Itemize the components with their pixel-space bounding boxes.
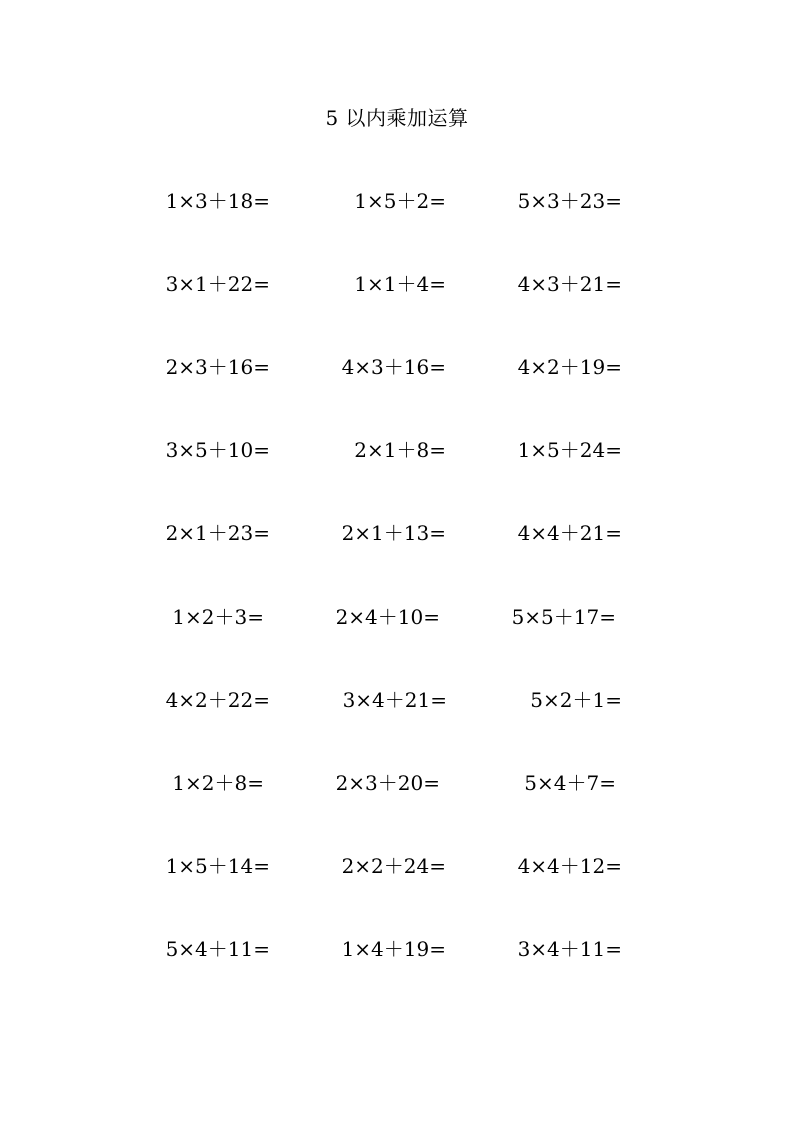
problem-row	[0, 269, 794, 299]
problem: 3×4＋11=	[517, 937, 622, 961]
problem-row	[0, 435, 794, 465]
problem: 1×5＋2=	[354, 189, 446, 213]
problem: 5×5＋17=	[511, 605, 616, 629]
problem-row	[0, 934, 794, 964]
problem: 4×2＋22=	[165, 688, 270, 712]
problem: 1×3＋18=	[165, 189, 270, 213]
problem: 1×2＋3=	[172, 605, 264, 629]
problem: 2×1＋8=	[354, 438, 446, 462]
problem: 2×3＋20=	[335, 771, 440, 795]
problem-row	[0, 352, 794, 382]
problem: 3×4＋21=	[342, 688, 447, 712]
problem: 2×1＋23=	[165, 521, 270, 545]
problem: 4×3＋21=	[517, 272, 622, 296]
problem: 3×1＋22=	[165, 272, 270, 296]
problem-row	[0, 851, 794, 881]
problem-row	[0, 186, 794, 216]
problem: 5×4＋11=	[165, 937, 270, 961]
problem: 1×2＋8=	[172, 771, 264, 795]
problem: 4×2＋19=	[517, 355, 622, 379]
problem: 2×1＋13=	[341, 521, 446, 545]
problem: 4×4＋12=	[517, 854, 622, 878]
problem: 4×3＋16=	[341, 355, 446, 379]
problem: 1×5＋24=	[517, 438, 622, 462]
problem-row	[0, 518, 794, 548]
problem-row	[0, 602, 794, 632]
problem: 1×1＋4=	[354, 272, 446, 296]
problem: 3×5＋10=	[165, 438, 270, 462]
problem-row	[0, 768, 794, 798]
problem: 5×3＋23=	[517, 189, 622, 213]
problem: 1×5＋14=	[165, 854, 270, 878]
problem: 4×4＋21=	[517, 521, 622, 545]
problem: 2×3＋16=	[165, 355, 270, 379]
worksheet-title: 5 以内乘加运算	[325, 106, 469, 130]
problem: 1×4＋19=	[341, 937, 446, 961]
problem: 5×2＋1=	[530, 688, 622, 712]
problem: 5×4＋7=	[524, 771, 616, 795]
problem: 2×4＋10=	[335, 605, 440, 629]
problem-row	[0, 685, 794, 715]
problem: 2×2＋24=	[341, 854, 446, 878]
